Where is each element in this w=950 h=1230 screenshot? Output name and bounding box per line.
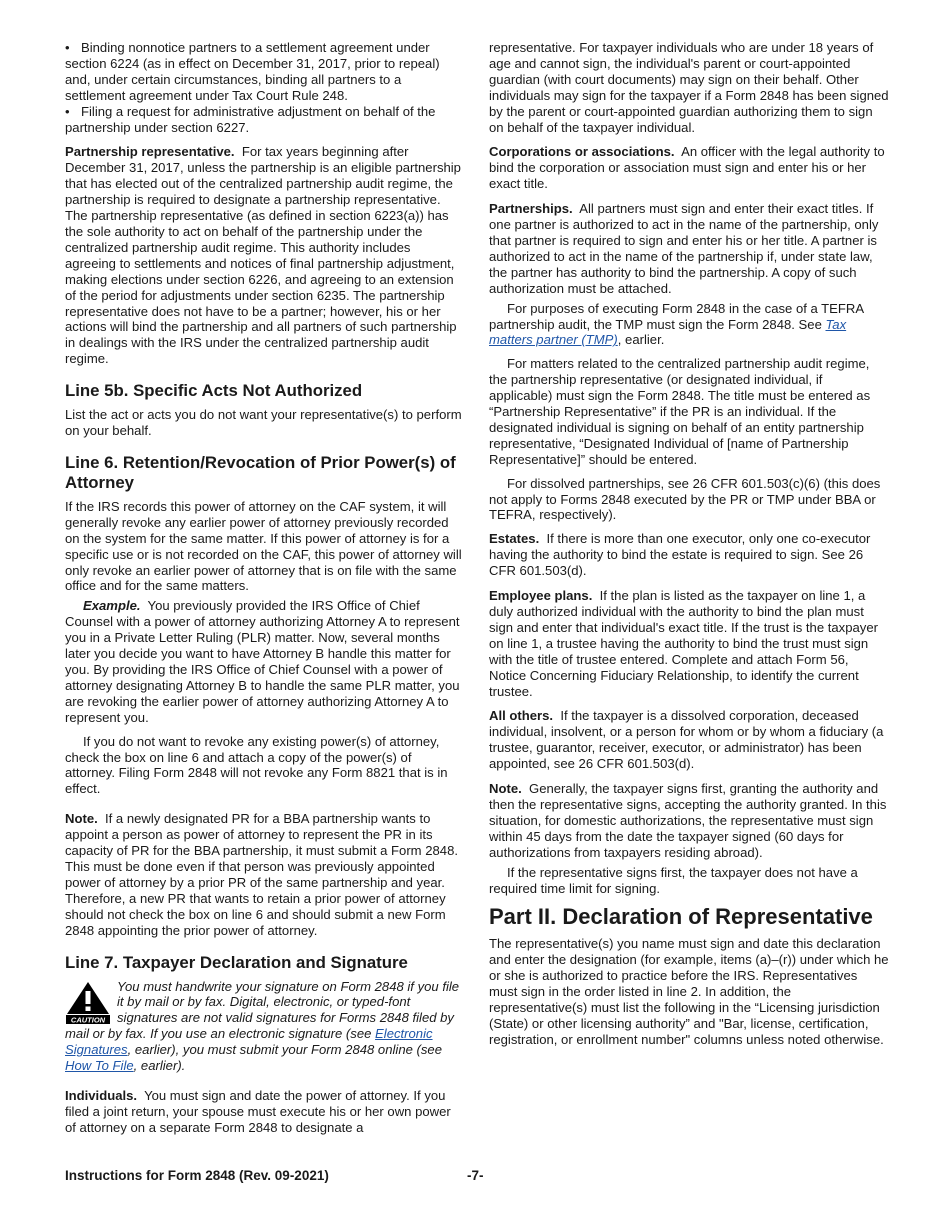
individuals-continued-paragraph: representative. For taxpayer individuals who are under 18 years of age and cannot sign, the individual's parent or court-appointed guardian (with court documents) may sign on their behalf. Other individuals may sign for the taxpayer if a Form 2848 has been signed by the parent or court-appointed guardian authorizing them to sign on behalf of the taxpayer individual. [489,40,889,135]
run-in-heading: All others. [489,708,554,724]
run-in-heading: Estates. [489,531,540,547]
run-in-heading: Note. [65,811,98,827]
run-in-heading: Partnerships. [489,201,573,217]
example-paragraph: Example. You previously provided the IRS Office of Chief Counsel with a power of attorney authorizing Attorney A to represent you in a Private Letter Ruling (PLR) matter. Now, several months later you decide you want to have Attorney B handle this matter for you. By providing the IRS Office of Chief Counsel with a power of attorney designating Attorney B to handle the same PLR matter, you are revoking the earlier power of attorney authorizing Attorney A to represent you. [65,598,460,725]
corporations-paragraph: Corporations or associations. An officer with the legal authority to bind the corporation or association must sign and enter his or her exact title. [489,144,885,192]
heading-line-5b: Line 5b. Specific Acts Not Authorized [65,381,363,401]
run-in-heading: Example. [83,598,141,614]
representative-first-paragraph: If the representative signs first, the taxpayer does not have a required time limit for signing. [489,864,858,896]
bullet-icon: • [65,40,70,55]
how-to-file-link[interactable]: How To File [65,1058,134,1074]
employee-plans-paragraph: Employee plans. If the plan is listed as the taxpayer on line 1, a duly authorized individual with the authority to bind the plan must sign and enter that individual's exact title. If the trust is the taxpayer on line 1, a trustee having the authority to bind the trust must sign with the title of trustee entered. Complete and attach Form 56, Notice Concerning Fiduciary Relationship, to identify the current trustee. [489,588,878,699]
heading-line-7: Line 7. Taxpayer Declaration and Signature [65,952,408,972]
heading-part-ii: Part II. Declaration of Representative [489,904,873,930]
right-column [489,40,889,1057]
footer-form-title: Instructions for Form 2848 (Rev. 09-2021) [65,1168,329,1183]
bullet-icon: • [65,103,70,119]
tmp-link[interactable]: Tax matters partner (TMP) [489,316,847,348]
estates-paragraph: Estates. If there is more than one executor, only one co-executor having the authority to bind the estate is required to sign. See 26 CFR 601.503(d). [489,531,871,579]
caution-block: CAUTION You must handwrite your signature on Form 2848 if you file it by mail or by fax. Digital, electronic, or typed-font signatures are not valid signatures for Forms 2848 filed by mail or by fax. If you use an electronic signature (see Electronic Signatures, earlier), you must submit your Form 2848 online (see How To File, earlier). [65,978,460,1074]
note-paragraph-right: Note. Generally, the taxpayer signs first, granting the authority and then the representative signs, accepting the authority granted. In this situation, for domestic authorizations, the representative must sign within 45 days from the date the taxpayer signed (60 days for authorizations from taxpayers residing abroad). [489,781,887,860]
all-others-paragraph: All others. If the taxpayer is a dissolved corporation, deceased individual, insolvent, or a person for whom or by whom a fiduciary (a trustee, guarantor, receiver, executor, or administrator) has been appointed, see 26 CFR 601.503(d). [489,708,884,772]
run-in-heading: Individuals. [65,1087,138,1103]
part-ii-paragraph: The representative(s) you name must sign and date this declaration and enter the designation (for example, items (a)–(r)) under which he or she is authorized to practice before the IRS. Representatives must sign in the order listed in line 2. In addition, the representative(s) must list the following in the “Licensing jurisdiction (State) or other licensing authority” and "Bar, license, certification, registration, or enrollment number" columns unless noted otherwise. [489,936,889,1047]
heading-line-6: Line 6. Retention/Revocation of Prior Power(s) of Attorney [65,452,456,492]
bullet-settlement: • Binding nonnotice partners to a settlement agreement under section 6224 (as in effect on December 31, 2017, prior to repeal) and, under certain circumstances, binding all partners to a settlement agreement under Tax Court Rule 248. [65,40,440,103]
caution-icon [65,981,111,1025]
line-6-revoke-paragraph: If you do not want to revoke any existing power(s) of attorney, check the box on line 6 and attach a copy of the power(s) of attorney. Filing Form 2848 will not revoke any Form 8821 that is in effect. [65,733,448,797]
line-5b-paragraph: List the act or acts you do not want your representative(s) to perform on your behalf. [65,407,462,439]
caution-label: CAUTION [70,1015,106,1024]
left-column [65,40,465,1145]
run-in-heading: Employee plans. [489,588,593,604]
dissolved-partnerships-paragraph: For dissolved partnerships, see 26 CFR 601.503(c)(6) (this does not apply to Forms 2848 executed by the PR or TMP under BBA or TEFRA, respectively). [489,475,881,523]
tefra-paragraph: For purposes of executing Form 2848 in the case of a TEFRA partnership audit, the TMP must sign the Form 2848. See Tax matters partner (TMP), earlier. [489,300,864,348]
partnership-representative-paragraph: Partnership representative. For tax years beginning after December 31, 2017, unless the partnership is an eligible partnership that has elected out of the centralized partnership audit regime, the partnership is required to designate a partnership representative. The partnership representative (as defined in section 6223(a)) has the sole authority to act on behalf of the partnership under the centralized partnership audit regime. This authority includes agreeing to settlements and notices of final partnership adjustment, making elections under section 6226, and agreeing to an extension of the period for adjustments under section 6235. The partnership representative does not have to be a partner; however, his or her actions will bind the partnership and all partners of such partnership in dealings with the IRS under the centralized partnership audit regime. [65,144,461,367]
electronic-signatures-link[interactable]: Electronic Signatures [65,1026,433,1058]
partnerships-paragraph: Partnerships. All partners must sign and enter their exact titles. If one partner is authorized to act in the name of the partnership, only that partner is required to sign and enter his or her title. A partner is authorized to act in the name of the partnership if, under state law, the partner has authority to bind the partnership. A copy of such authorization must be attached. [489,201,879,296]
note-paragraph: Note. If a newly designated PR for a BBA partnership wants to appoint a person as power of attorney to represent the PR in its capacity of PR for the BBA partnership, it must submit a Form 2848. This must be done even if that person was previously appointed power of attorney by a prior PR of the same partnership and year. Therefore, a new PR that wants to retain a prior power of attorney should not check the box on line 6 and should submit a new Form 2848 appointing the prior power of attorney. [65,811,458,938]
line-6-paragraph: If the IRS records this power of attorney on the CAF system, it will generally revoke any earlier power of attorney previously recorded on the system for the same matter. If this power of attorney is for a specific use or is not recorded on the CAF, this power of attorney will only revoke an earlier power of attorney that is on file with the same office and for the same matters. [65,498,462,594]
run-in-heading: Partnership representative. [65,144,235,160]
run-in-heading: Note. [489,781,522,797]
run-in-heading: Corporations or associations. [489,144,675,160]
footer-page-number: -7- [467,1168,484,1183]
centralized-audit-paragraph: For matters related to the centralized partnership audit regime, the partnership representative (or designated individual, if applicable) must sign the Form 2848. The title must be entered as “Partnership Representative” if the PR is an individual. If the designated individual is signing on behalf of an entity partnership representative, “Designated Individual of [name of Partnership Representative]” should be entered. [489,356,871,467]
bullet-aar: • Filing a request for administrative adjustment on behalf of the partnership under section 6227. [65,103,436,135]
individuals-paragraph: Individuals. You must sign and date the power of attorney. If you filed a joint return, your spouse must execute his or her own power of attorney on a separate Form 2848 to designate a [65,1087,451,1135]
